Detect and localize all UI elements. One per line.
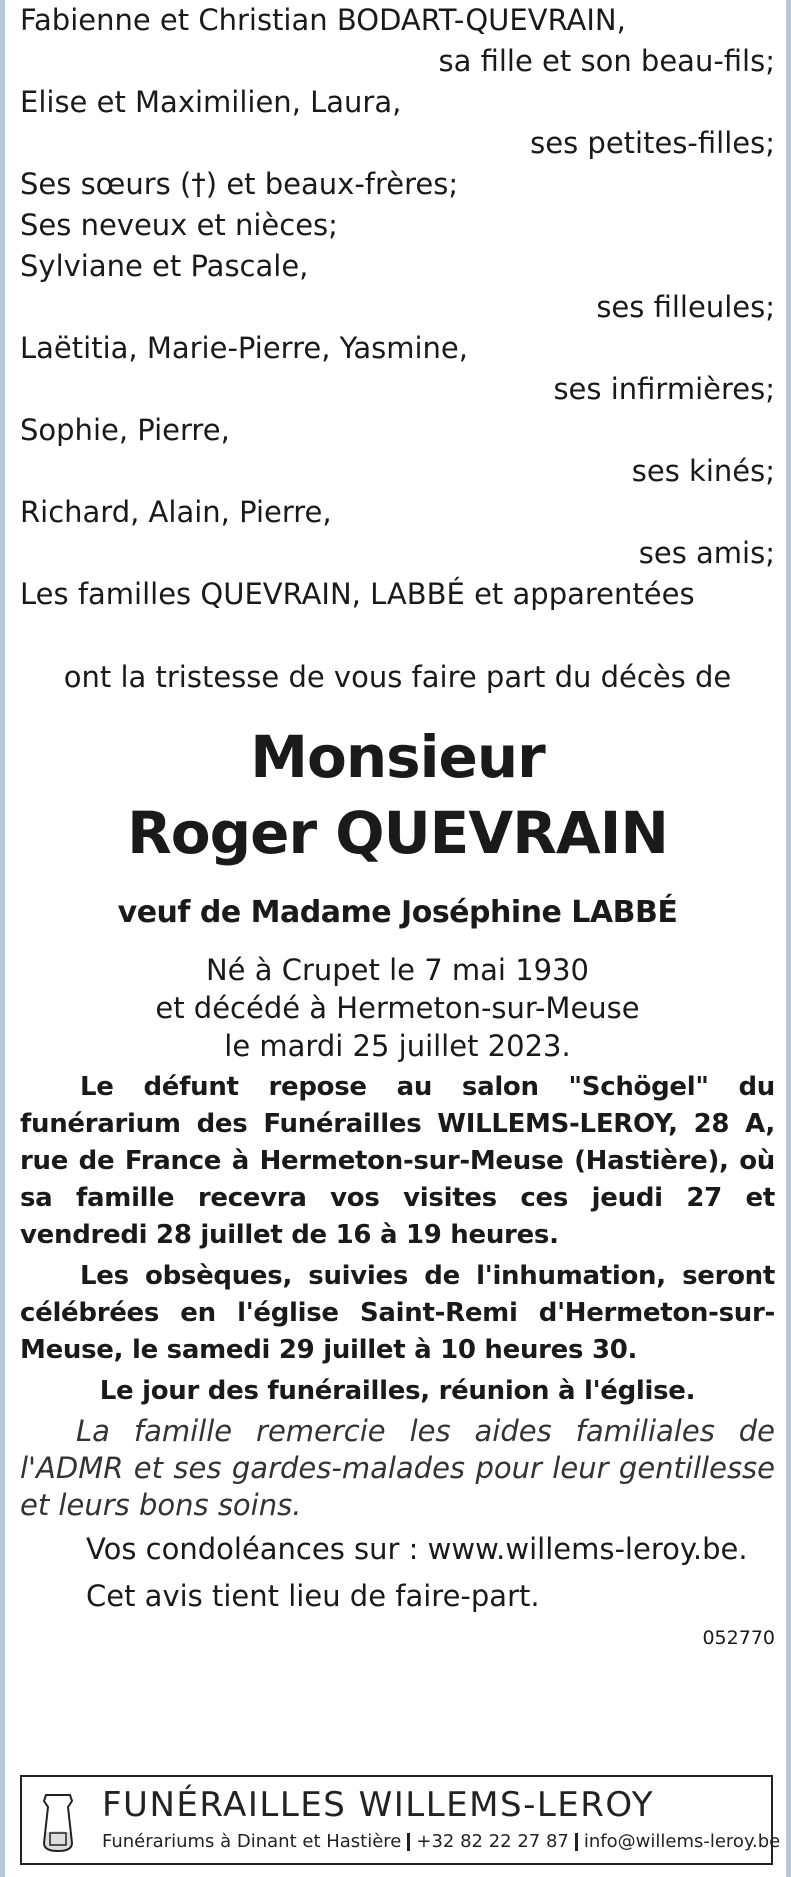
family-members: Laëtitia, Marie-Pierre, Yasmine, bbox=[20, 331, 468, 365]
family-list bbox=[20, 0, 775, 615]
family-members: Richard, Alain, Pierre, bbox=[20, 495, 332, 529]
family-members: Sophie, Pierre, bbox=[20, 413, 230, 447]
death-place-line: et décédé à Hermeton-sur-Meuse bbox=[155, 991, 640, 1025]
deceased-name-block bbox=[20, 719, 775, 871]
family-relation: sa fille et son beau-fils; bbox=[438, 44, 775, 78]
deceased-title: Monsieur bbox=[250, 723, 545, 791]
email-link[interactable]: info@willems-leroy.be bbox=[583, 1831, 781, 1852]
left-border bbox=[0, 0, 5, 1877]
deceased-name: Roger QUEVRAIN bbox=[127, 799, 668, 867]
birth-line: Né à Crupet le 7 mai 1930 bbox=[205, 953, 590, 987]
funeral-home-brand: FUNÉRAILLES WILLEMS-LEROY bbox=[102, 1785, 655, 1825]
notice-line: Cet avis tient lieu de faire-part. bbox=[86, 1579, 540, 1613]
family-relation: ses amis; bbox=[638, 536, 775, 570]
locations-text: Funérariums à Dinant et Hastière bbox=[102, 1831, 402, 1852]
announcement-intro: ont la tristesse de vous faire part du décès de bbox=[63, 660, 732, 694]
dates-block bbox=[20, 951, 775, 1065]
condolences-line: Vos condoléances sur : www.willems-leroy.be. bbox=[86, 1532, 748, 1566]
right-border bbox=[786, 0, 791, 1877]
funeral-text: Les obsèques, suivies de l'inhumation, seront célébrées en l'église Saint-Remi d'Hermeton-sur-Meuse, le samedi 29 juillet à 10 heures 30. bbox=[20, 1261, 775, 1365]
meeting-line: Le jour des funérailles, réunion à l'église. bbox=[99, 1376, 696, 1406]
family-members: Elise et Maximilien, Laura, bbox=[20, 85, 402, 119]
family-members: Sylviane et Pascale, bbox=[20, 249, 309, 283]
viewing-text: Le défunt repose au salon "Schögel" du funérarium des Funérailles WILLEMS-LEROY, 28 A, rue de France à Hermeton-sur-Meuse (Hastière), où sa famille recevra vos visites ces jeudi 27 et vendredi 28 juillet de 16 à 19 heures. bbox=[20, 1072, 775, 1250]
phone-number[interactable]: +32 82 22 27 87 bbox=[416, 1831, 569, 1852]
family-members: Ses sœurs (†) et beaux-frères; bbox=[20, 167, 459, 201]
separator bbox=[407, 1833, 410, 1851]
widow-line: veuf de Madame Joséphine LABBÉ bbox=[117, 895, 678, 930]
funeral-home-contact bbox=[102, 1831, 780, 1852]
family-relation: ses infirmières; bbox=[553, 372, 775, 406]
family-relation: ses filleules; bbox=[596, 290, 775, 324]
thanks-paragraph bbox=[20, 1413, 775, 1524]
family-members: Les familles QUEVRAIN, LABBÉ et apparentées bbox=[20, 577, 695, 611]
family-members: Fabienne et Christian BODART-QUEVRAIN, bbox=[20, 3, 626, 37]
reference-number: 052770 bbox=[702, 1627, 775, 1649]
funeral-paragraph bbox=[20, 1258, 775, 1369]
thanks-text: La famille remercie les aides familiales de l'ADMR et ses gardes-malades pour leur gentillesse et leurs bons soins. bbox=[20, 1414, 775, 1522]
funeral-home-footer bbox=[20, 1775, 781, 1865]
family-relation: ses petites-filles; bbox=[530, 126, 775, 160]
family-members: Ses neveux et nièces; bbox=[20, 208, 338, 242]
urn-icon bbox=[38, 1787, 78, 1857]
family-relation: ses kinés; bbox=[631, 454, 775, 488]
death-date-line: le mardi 25 juillet 2023. bbox=[224, 1029, 571, 1063]
notice-content bbox=[20, 0, 775, 1652]
viewing-paragraph bbox=[20, 1069, 775, 1254]
separator bbox=[575, 1833, 578, 1851]
